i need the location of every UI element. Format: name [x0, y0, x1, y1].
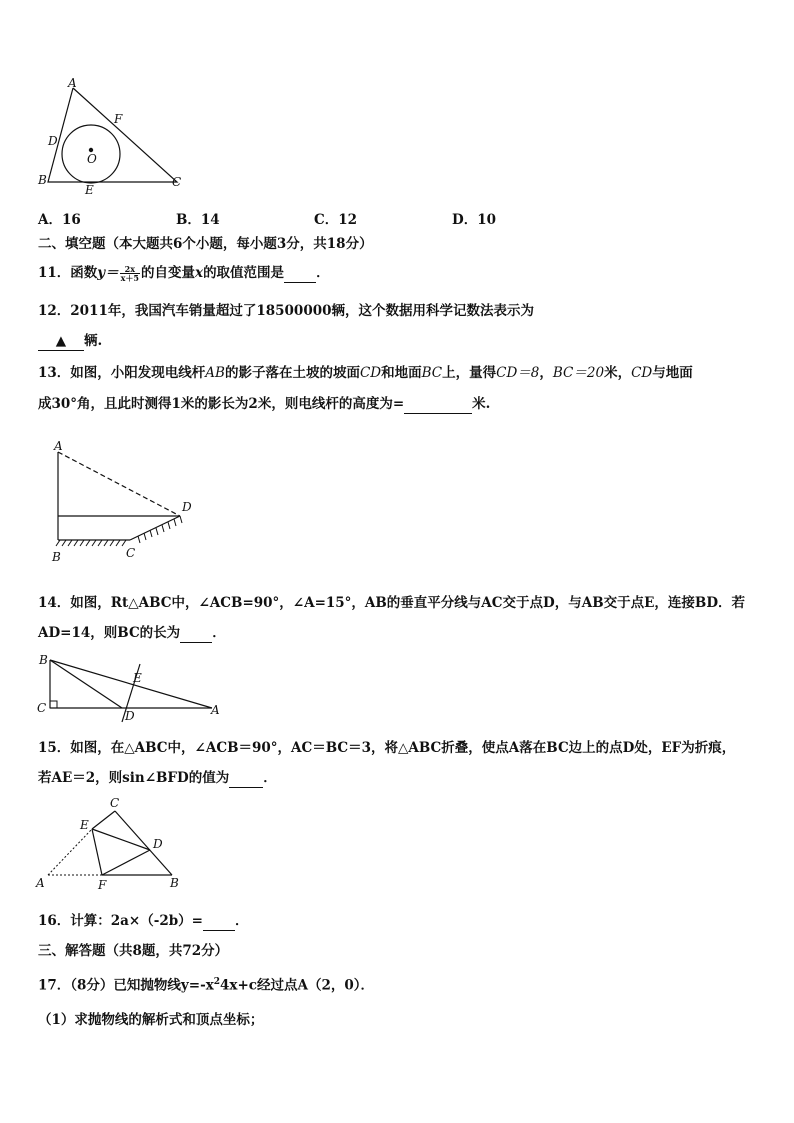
figure-pole-shadow: [44, 436, 204, 566]
label-A: A: [211, 703, 220, 717]
q11-end: ．: [316, 265, 330, 281]
q15-answer-blank[interactable]: [229, 769, 263, 788]
q14-text-a: AD=14，则BC的长为: [38, 625, 181, 641]
label-E: E: [80, 818, 89, 832]
question-17: [38, 973, 374, 995]
q12-end: 辆.: [84, 333, 103, 349]
q15-text-a: 若AE＝2，则sin∠BFD的值为: [38, 770, 230, 786]
q16-end: ．: [235, 913, 249, 929]
label-B: B: [52, 550, 61, 564]
label-B: B: [170, 876, 179, 890]
q11-answer-blank[interactable]: [284, 264, 316, 283]
q17-text-a: 17．（8分）已知抛物线y=-x: [38, 977, 214, 994]
q12-triangle-mark: ▲: [55, 333, 67, 349]
label-C: C: [172, 175, 182, 189]
label-F: F: [114, 112, 123, 126]
question-11: [38, 264, 330, 283]
option-d: D．10: [452, 212, 496, 228]
label-O: O: [87, 152, 97, 166]
q13-ab: AB: [205, 365, 225, 381]
label-F: F: [98, 878, 107, 892]
label-A: A: [36, 876, 45, 890]
figure-right-triangle: [34, 650, 224, 726]
q15-text-b: ．: [263, 770, 277, 786]
q13-text-e: 米，: [604, 365, 632, 381]
q13-text-f: 与地面: [652, 365, 693, 381]
option-c: C．12: [314, 212, 358, 228]
option-a: A．16: [38, 212, 81, 228]
option-b: B．14: [176, 212, 220, 228]
label-E: E: [85, 183, 94, 197]
label-A: A: [68, 76, 77, 90]
q13-cd: CD: [359, 365, 382, 381]
label-C: C: [110, 796, 120, 810]
q13-text-g: 成30°角，且此时测得1米的影长为2米，则电线杆的高度为=: [38, 396, 405, 412]
section2-heading: 二、填空题（本大题共6个小题，每小题3分，共18分）: [38, 236, 373, 252]
q13-text-a: 13．如图，小阳发现电线杆: [38, 365, 206, 381]
label-A: A: [54, 439, 63, 453]
q13-answer-blank[interactable]: [404, 395, 472, 414]
q13-bc: BC: [421, 365, 443, 381]
label-D: D: [153, 837, 163, 851]
q14-answer-blank[interactable]: [180, 624, 212, 643]
q13-text-b: 的影子落在土坡的坡面: [224, 365, 360, 381]
question-15-line2: [38, 769, 277, 788]
q13-text-h: 米.: [472, 396, 491, 412]
question-13-line2: [38, 395, 490, 414]
q11-suffix: 的自变量: [141, 265, 195, 281]
q13-cd2: CD: [631, 365, 653, 381]
q11-den: x＋5: [120, 273, 139, 283]
q13-text-c: 和地面: [381, 365, 422, 381]
label-B: B: [39, 653, 48, 667]
q14-text-b: ．: [212, 625, 226, 641]
figure-incircle-triangle: [30, 76, 190, 198]
q11-fraction: [120, 265, 140, 282]
q13-bc-eq: BC＝20: [552, 365, 605, 381]
label-D: D: [125, 709, 135, 723]
label-E: E: [133, 671, 142, 685]
question-17-part1: （1）求抛物线的解析式和顶点坐标；: [38, 1012, 264, 1028]
question-14-line2: [38, 624, 226, 643]
label-B: B: [38, 173, 47, 187]
label-D: D: [182, 500, 192, 514]
q17-text-b: 4x+c经过点A（2，0）．: [220, 977, 374, 994]
q13-text-d: 上，量得: [442, 365, 497, 381]
q12-answer-blank[interactable]: [38, 332, 84, 351]
q13-cd-eq: CD＝8: [496, 365, 540, 381]
q16-answer-blank[interactable]: [203, 912, 235, 931]
label-C: C: [37, 701, 47, 715]
q11-func: y＝: [97, 265, 119, 281]
q11-var: x: [195, 265, 204, 281]
question-16: [38, 912, 249, 931]
question-14-line1: 14．如图，Rt△ABC中，∠ACB=90°，∠A=15°，AB的垂直平分线与AC交于点D，与AB交于点E，连接BD．若: [38, 595, 746, 611]
question-12-line2: [38, 332, 102, 351]
q11-prefix: 11．函数: [38, 265, 98, 281]
question-12-line1: 12．2011年，我国汽车销量超过了18500000辆，这个数据用科学记数法表示为: [38, 303, 535, 319]
question-13-line1: [38, 364, 693, 382]
q11-tail: 的取值范围是: [203, 265, 285, 281]
figure-folded-triangle: [32, 795, 192, 895]
q17-sup: 2: [213, 977, 221, 987]
label-D: D: [48, 134, 58, 148]
section3-heading: 三、解答题（共8题，共72分）: [38, 943, 229, 959]
label-C: C: [126, 546, 136, 560]
q13-comma: ，: [539, 365, 553, 381]
question-15-line1: 15．如图，在△ABC中，∠ACB＝90°，AC＝BC＝3，将△ABC折叠，使点A落在BC边上的点D处，EF为折痕，: [38, 740, 736, 756]
q11-num: 2x: [120, 265, 140, 274]
q16-text: 16．计算：2a×（-2b）=: [38, 913, 203, 929]
